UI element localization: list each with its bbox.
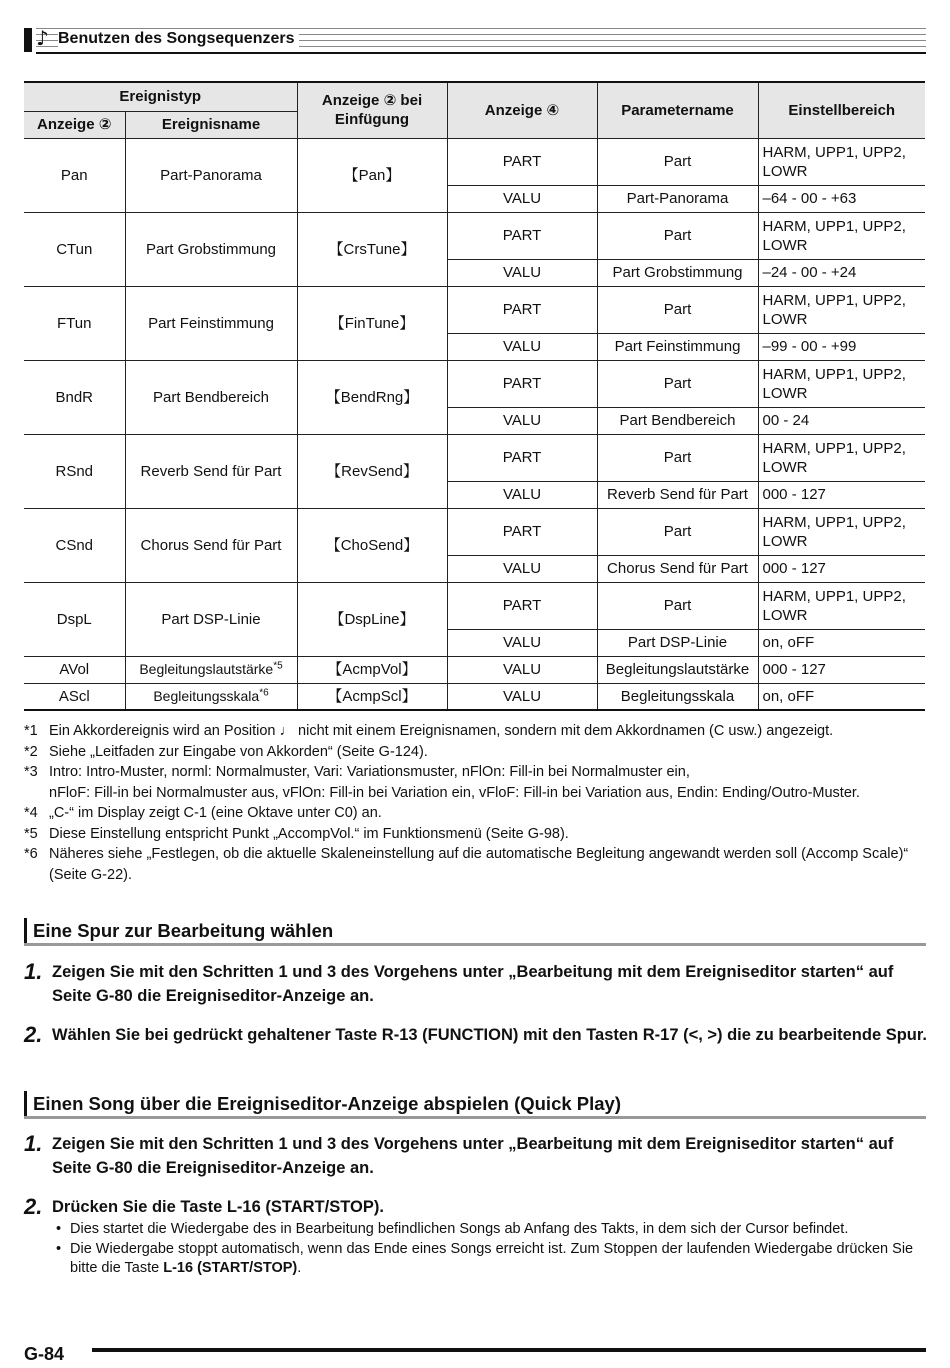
step-text: Zeigen Sie mit den Schritten 1 und 3 des Vorgehens unter „Bearbeitung mit dem Ereigniseditor starten“ auf Seite G-80 die Ereigniseditor-Anzeige an.: [52, 1135, 894, 1177]
footnote-text: Intro: Intro-Muster, norml: Normalmuster, Vari: Variationsmuster, nFlOn: Fill-in bei Normalmuster ein,: [49, 764, 690, 780]
cell-range: 000 - 127: [758, 555, 925, 582]
th-anzeige2: Anzeige ②: [24, 111, 125, 138]
cell-anzeige: BndR: [24, 360, 125, 434]
bullet-item: • Die Wiedergabe stoppt automatisch, wenn das Ende eines Songs erreicht ist. Zum Stoppen der laufenden Wiedergabe drücken Sie bitte die Taste L-16 (START/STOP).: [56, 1240, 914, 1276]
footnote-text-wrap: [49, 803, 929, 824]
footnote-text-wrap: [49, 742, 929, 763]
cell-insert: 【DspLine】: [297, 582, 447, 656]
cell-parameter: Part: [597, 582, 758, 629]
key-label: L-16 (START/STOP): [163, 1260, 298, 1276]
cell-anzeige4: VALU: [447, 481, 597, 508]
cell-ereignisname: Part-Panorama: [125, 138, 297, 212]
cell-anzeige4: PART: [447, 286, 597, 333]
table-row: [24, 212, 925, 259]
footnote-text-wrap: [49, 844, 929, 885]
step-item: [24, 1196, 929, 1220]
cell-ereignisname: Part Grobstimmung: [125, 212, 297, 286]
bullet-text: Dies startet die Wiedergabe des in Bearbeitung befindlichen Songs ab Anfang des Takts, in dem sich der Cursor befindet.: [70, 1221, 849, 1237]
cell-anzeige4: VALU: [447, 333, 597, 360]
event-table: [24, 81, 925, 711]
cell-range: –99 - 00 - +99: [758, 333, 925, 360]
cell-range: HARM, UPP1, UPP2, LOWR: [758, 508, 925, 555]
cell-ereignisname: Part Bendbereich: [125, 360, 297, 434]
cell-name-text: Begleitungsskala: [153, 687, 260, 704]
cell-insert: 【Pan】: [297, 138, 447, 212]
cell-parameter: Part: [597, 360, 758, 407]
bullet-text: Die Wiedergabe stoppt automatisch, wenn das Ende eines Songs erreicht ist. Zum Stoppen der laufenden Wiedergabe drücken Sie bitte die Taste: [70, 1240, 914, 1276]
footer-rule: [92, 1348, 926, 1352]
footnote-text: Siehe „Leitfaden zur Eingabe von Akkorden“ (Seite G-124).: [49, 743, 428, 760]
footnote-key: *6: [24, 846, 38, 862]
cell-insert: 【CrsTune】: [297, 212, 447, 286]
section-header: [24, 24, 926, 56]
cell-parameter: Part: [597, 212, 758, 259]
cell-anzeige4: PART: [447, 360, 597, 407]
cell-anzeige: CTun: [24, 212, 125, 286]
cell-anzeige4: PART: [447, 434, 597, 481]
footnote: [24, 721, 929, 742]
cell-ereignisname: Part Feinstimmung: [125, 286, 297, 360]
step-item: [24, 1024, 929, 1048]
cell-range: HARM, UPP1, UPP2, LOWR: [758, 582, 925, 629]
section-heading-quick-play: [24, 1091, 926, 1119]
cell-range: HARM, UPP1, UPP2, LOWR: [758, 138, 925, 185]
cell-anzeige4: VALU: [447, 683, 597, 710]
step-number: 1.: [24, 959, 43, 984]
step-number: 1.: [24, 1131, 43, 1156]
cell-anzeige: CSnd: [24, 508, 125, 582]
cell-anzeige4: VALU: [447, 555, 597, 582]
cell-insert: 【BendRng】: [297, 360, 447, 434]
footnote-text-wrap: [49, 762, 929, 803]
cell-insert: 【AcmpScl】: [297, 683, 447, 710]
cell-parameter: Reverb Send für Part: [597, 481, 758, 508]
cell-range: –64 - 00 - +63: [758, 185, 925, 212]
th-ereignistyp: Ereignistyp: [24, 82, 297, 111]
cell-anzeige: RSnd: [24, 434, 125, 508]
cell-range: 000 - 127: [758, 481, 925, 508]
header-bar: [24, 28, 32, 52]
cell-anzeige: AVol: [24, 656, 125, 683]
footnote-text: „C-“ im Display zeigt C-1 (eine Oktave unter C0) an.: [49, 805, 382, 821]
bullet-item: • Dies startet die Wiedergabe des in Bearbeitung befindlichen Songs ab Anfang des Takts, in dem sich der Cursor befindet.: [56, 1220, 926, 1240]
cell-ereignisname: [125, 683, 297, 710]
cell-anzeige4: VALU: [447, 259, 597, 286]
th-parametername: Parametername: [597, 82, 758, 138]
section-heading-track-select: [24, 918, 926, 946]
table-row: [24, 286, 925, 333]
th-ereignisname: Ereignisname: [125, 111, 297, 138]
section-title: Einen Song über die Ereigniseditor-Anzeige abspielen (Quick Play): [33, 1093, 622, 1114]
cell-anzeige4: PART: [447, 508, 597, 555]
page-footer: [24, 1344, 926, 1368]
cell-anzeige4: PART: [447, 212, 597, 259]
cell-parameter: Part: [597, 508, 758, 555]
cell-parameter: Part Feinstimmung: [597, 333, 758, 360]
cell-anzeige4: VALU: [447, 185, 597, 212]
page-number: G-84: [24, 1344, 65, 1364]
cell-anzeige4: VALU: [447, 407, 597, 434]
footnote: [24, 762, 929, 803]
cell-range: HARM, UPP1, UPP2, LOWR: [758, 286, 925, 333]
music-note-icon: ♪: [36, 26, 49, 50]
footnote-text-wrap: [49, 824, 929, 845]
step-number: 2.: [24, 1194, 43, 1219]
table-row: [24, 360, 925, 407]
cell-anzeige: Pan: [24, 138, 125, 212]
cell-range: 000 - 127: [758, 656, 925, 683]
footnote: [24, 742, 929, 763]
footnote-key: *3: [24, 764, 38, 780]
cell-range: –24 - 00 - +24: [758, 259, 925, 286]
footnote-ref: *6: [259, 687, 269, 699]
cell-parameter: Part-Panorama: [597, 185, 758, 212]
cell-anzeige4: VALU: [447, 629, 597, 656]
footnote: [24, 844, 929, 885]
cell-range: HARM, UPP1, UPP2, LOWR: [758, 434, 925, 481]
cell-parameter: Part DSP-Linie: [597, 629, 758, 656]
cell-range: 00 - 24: [758, 407, 925, 434]
cell-parameter: Chorus Send für Part: [597, 555, 758, 582]
step-text: Wählen Sie bei gedrückt gehaltener Taste R-13 (FUNCTION) mit den Tasten R-17 (<, >) die zu bearbeitende Spur.: [52, 1026, 927, 1044]
th-anzeige2-einfuegung: Anzeige ② bei Einfügung: [297, 82, 447, 138]
cell-insert: 【ChoSend】: [297, 508, 447, 582]
cell-anzeige: FTun: [24, 286, 125, 360]
cell-insert: 【RevSend】: [297, 434, 447, 508]
cell-range: on, oFF: [758, 629, 925, 656]
footnote-key: *2: [24, 743, 38, 760]
table-row: [24, 683, 925, 710]
footnote-text: Ein Akkordereignis wird an Position ♩ nicht mit einem Ereignisnamen, sondern mit dem Akkordnamen (C usw.) angezeigt.: [49, 723, 834, 739]
cell-anzeige: DspL: [24, 582, 125, 656]
table-row: [24, 434, 925, 481]
step-number: 2.: [24, 1022, 43, 1047]
footnote-text-wrap: [49, 721, 929, 742]
section-title: Eine Spur zur Bearbeitung wählen: [33, 920, 334, 941]
footnote-key: *1: [24, 723, 38, 739]
cell-ereignisname: [125, 656, 297, 683]
footnote-text: Näheres siehe „Festlegen, ob die aktuelle Skaleneinstellung auf die automatische Begleitung angewandt werden soll (Accomp Scale)“ (Seite G-22).: [49, 846, 909, 883]
cell-insert: 【FinTune】: [297, 286, 447, 360]
cell-anzeige: AScl: [24, 683, 125, 710]
table-row: [24, 656, 925, 683]
footnotes: [24, 721, 929, 885]
cell-ereignisname: Reverb Send für Part: [125, 434, 297, 508]
th-einstellbereich: Einstellbereich: [758, 82, 925, 138]
cell-anzeige4: VALU: [447, 656, 597, 683]
bullet-list: [56, 1220, 926, 1279]
cell-parameter: Part: [597, 138, 758, 185]
table-row: [24, 582, 925, 629]
th-anzeige4: Anzeige ④: [447, 82, 597, 138]
cell-parameter: Part Grobstimmung: [597, 259, 758, 286]
footnote-key: *4: [24, 805, 38, 821]
cell-parameter: Part Bendbereich: [597, 407, 758, 434]
cell-name-text: Begleitungslautstärke: [139, 661, 274, 677]
cell-parameter: Begleitungslautstärke: [597, 656, 758, 683]
step-text: Drücken Sie die Taste L-16 (START/STOP).: [52, 1198, 384, 1216]
cell-insert: 【AcmpVol】: [297, 656, 447, 683]
table-row: [24, 508, 925, 555]
footnote: [24, 824, 929, 845]
step-item: [24, 1133, 929, 1180]
step-text: Zeigen Sie mit den Schritten 1 und 3 des Vorgehens unter „Bearbeitung mit dem Ereigniseditor starten“ auf Seite G-80 die Ereigniseditor-Anzeige an.: [52, 963, 894, 1005]
footnote-text: nFloF: Fill-in bei Normalmuster aus, vFlOn: Fill-in bei Variation ein, vFloF: Fill-in bei Variation aus, Endin: Ending/Outro-Muster.: [49, 784, 860, 801]
cell-range: HARM, UPP1, UPP2, LOWR: [758, 360, 925, 407]
footnote: [24, 803, 929, 824]
footnote-key: *5: [24, 825, 38, 842]
cell-parameter: Begleitungsskala: [597, 683, 758, 710]
footnote-ref: *5: [273, 660, 283, 672]
cell-anzeige4: PART: [447, 138, 597, 185]
cell-parameter: Part: [597, 286, 758, 333]
table-row: [24, 138, 925, 185]
cell-anzeige4: PART: [447, 582, 597, 629]
cell-parameter: Part: [597, 434, 758, 481]
header-title: Benutzen des Songsequenzers: [58, 30, 299, 48]
cell-range: HARM, UPP1, UPP2, LOWR: [758, 212, 925, 259]
step-item: [24, 961, 929, 1008]
footnote-text: Diese Einstellung entspricht Punkt „AccompVol.“ im Funktionsmenü (Seite G-98).: [49, 825, 569, 842]
cell-ereignisname: Chorus Send für Part: [125, 508, 297, 582]
bullet-end: .: [297, 1260, 302, 1276]
cell-range: on, oFF: [758, 683, 925, 710]
cell-ereignisname: Part DSP-Linie: [125, 582, 297, 656]
